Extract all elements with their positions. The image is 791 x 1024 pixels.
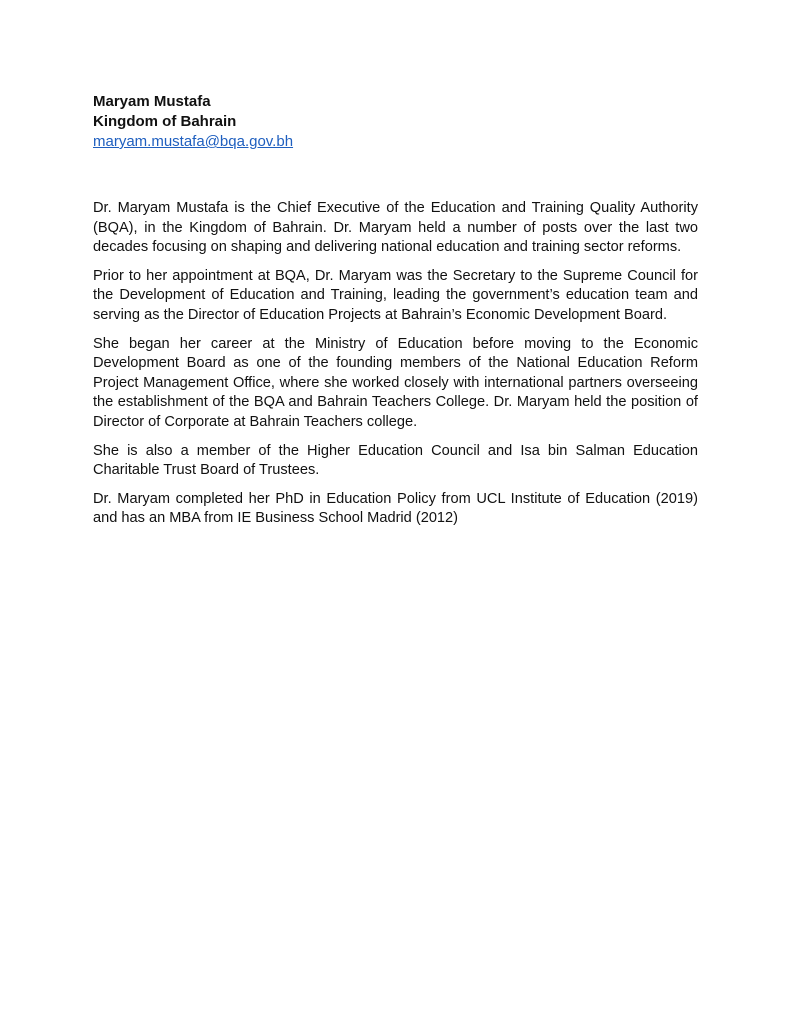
author-name: Maryam Mustafa xyxy=(93,93,211,110)
biography-body xyxy=(93,199,698,538)
author-country: Kingdom of Bahrain xyxy=(93,113,237,130)
author-header xyxy=(93,92,703,152)
author-email-link[interactable]: maryam.mustafa@bqa.gov.bh xyxy=(93,133,294,150)
bio-paragraph-5: Dr. Maryam completed her PhD in Education Policy from UCL Institute of Education (2019) and has an MBA from IE Business School Madrid (2012) xyxy=(93,490,698,527)
bio-paragraph-1: Dr. Maryam Mustafa is the Chief Executive of the Education and Training Quality Authority (BQA), in the Kingdom of Bahrain. Dr. Maryam held a number of posts over the last two decades focusing on shaping and delivering national education and training sector reforms. xyxy=(93,200,698,256)
bio-paragraph-4: She is also a member of the Higher Education Council and Isa bin Salman Education Charitable Trust Board of Trustees. xyxy=(93,442,698,479)
bio-paragraph-3: She began her career at the Ministry of Education before moving to the Economic Development Board as one of the founding members of the National Education Reform Project Management Office, where she worked closely with international partners overseeing the establishment of the BQA and Bahrain Teachers College. Dr. Maryam held the position of Director of Corporate at Bahrain Teachers college. xyxy=(93,335,698,430)
bio-paragraph-2: Prior to her appointment at BQA, Dr. Maryam was the Secretary to the Supreme Council for the Development of Education and Training, leading the government’s education team and serving as the Director of Education Projects at Bahrain’s Economic Development Board. xyxy=(93,267,698,323)
